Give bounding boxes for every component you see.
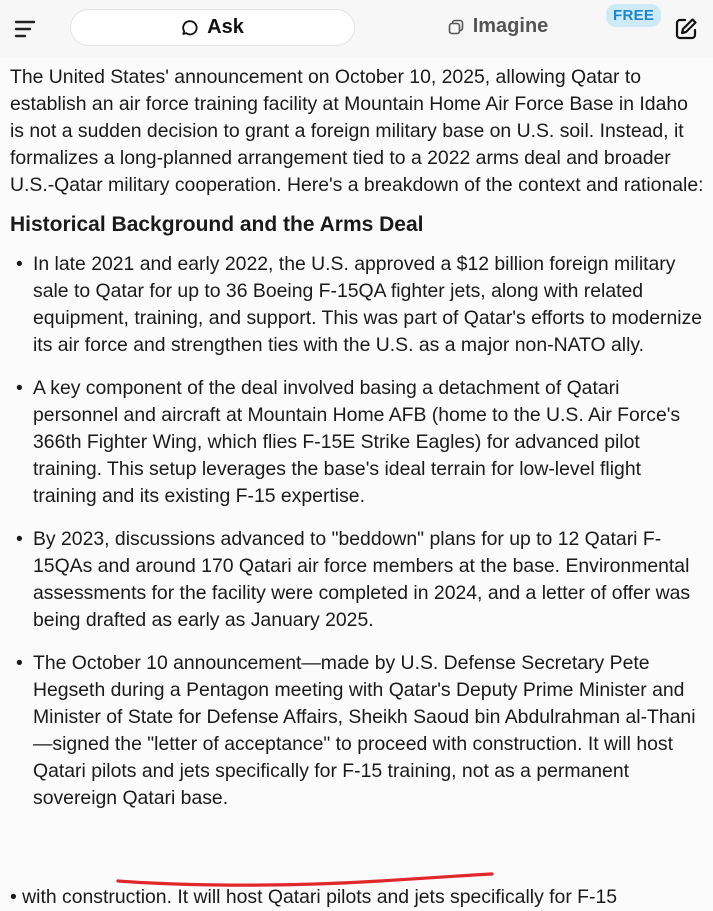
response-content bbox=[10, 64, 705, 828]
tab-imagine-label: Imagine bbox=[472, 15, 549, 37]
tab-ask-label: Ask bbox=[207, 16, 244, 38]
intro-paragraph: The United States' announcement on October 10, 2025, allowing Qatar to establish an air force training facility at Mountain Home Air Force Base in Idaho is not a sudden decision to grant a foreign military base on U.S. soil. Instead, it formalizes a long-planned arrangement tied to a 2022 arms deal and broader U.S.-Qatar military cooperation. Here's a breakdown of the context and rationale: bbox=[10, 66, 704, 196]
menu-icon[interactable] bbox=[10, 14, 40, 44]
tab-imagine[interactable] bbox=[355, 9, 640, 44]
cutoff-text-line: • with construction. It will host Qatari pilots and jets specifically for F-15 bbox=[10, 886, 618, 908]
list-item: • In late 2021 and early 2022, the U.S. approved a $12 billion foreign military sale to Qatar for up to 36 Boeing F-15QA fighter jets, along with related equipment, training, and support. This was part of Qatar's efforts to modernize its air force and strengthen ties with the U.S. as a major non-NATO ally. bbox=[10, 251, 705, 359]
image-stack-icon bbox=[447, 18, 465, 36]
new-chat-button[interactable] bbox=[672, 15, 700, 43]
list-item: • By 2023, discussions advanced to "beddown" plans for up to 12 Qatari F-15QAs and around 170 Qatari air force members at the base. Environmental assessments for the facility were completed in 2024, and a letter of offer was being drafted as early as January 2025. bbox=[10, 526, 705, 634]
list-item: • A key component of the deal involved basing a detachment of Qatari personnel and aircraft at Mountain Home AFB (home to the U.S. Air Force's 366th Fighter Wing, which flies F-15E Strike Eagles) for advanced pilot training. This setup leverages the base's ideal terrain for low-level flight training and its existing F-15 expertise. bbox=[10, 375, 705, 510]
free-badge: FREE bbox=[606, 4, 661, 27]
mode-tabs bbox=[70, 9, 640, 46]
edit-icon bbox=[672, 15, 700, 43]
chat-bubble-icon bbox=[181, 19, 199, 37]
tab-ask[interactable] bbox=[70, 9, 355, 46]
list-item: • The October 10 announcement—made by U.S. Defense Secretary Pete Hegseth during a Pentagon meeting with Qatar's Deputy Prime Minister and Minister of State for Defense Affairs, Sheikh Saoud bin Abdulrahman al-Thani—signed the "letter of acceptance" to proceed with construction. It will host Qatari pilots and jets specifically for F-15 training, not as a permanent sovereign Qatari base. bbox=[10, 650, 705, 812]
section-heading: Historical Background and the Arms Deal bbox=[10, 213, 424, 236]
bullet-list bbox=[10, 251, 705, 812]
top-bar bbox=[0, 0, 713, 58]
